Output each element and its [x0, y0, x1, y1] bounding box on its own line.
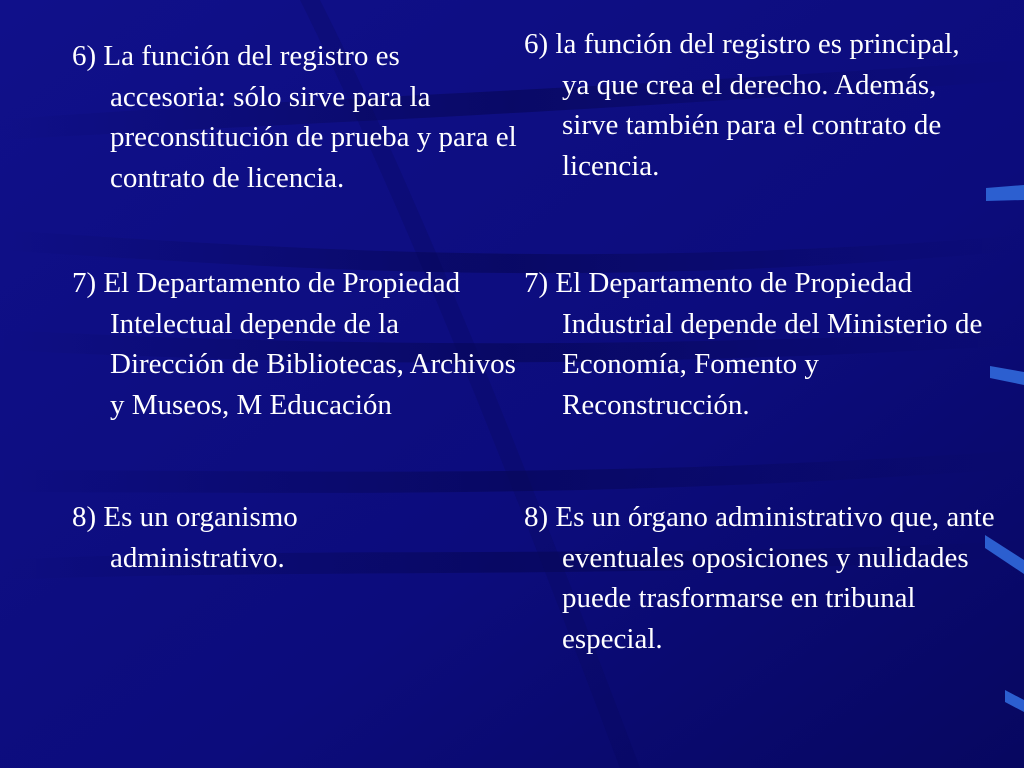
- left-item-6: 6) La función del registro es accesoria: sólo sirve para la preconstitución de prueba y para el contrato de licencia.: [72, 40, 517, 194]
- right-item-8: 8) Es un órgano administrativo que, ante eventuales oposiciones y nulidades puede trasformarse en tribunal especial.: [524, 501, 995, 655]
- left-item-8: 8) Es un organismo administrativo.: [72, 501, 298, 574]
- right-item-6: 6) la función del registro es principal, ya que crea el derecho. Además, sirve también para el contrato de licencia.: [524, 28, 960, 182]
- left-item-7: 7) El Departamento de Propiedad Intelectual depende de la Dirección de Bibliotecas, Archivos y Museos, M Educación: [72, 267, 516, 421]
- right-item-7: 7) El Departamento de Propiedad Industrial depende del Ministerio de Economía, Fomento y Reconstrucción.: [524, 267, 983, 421]
